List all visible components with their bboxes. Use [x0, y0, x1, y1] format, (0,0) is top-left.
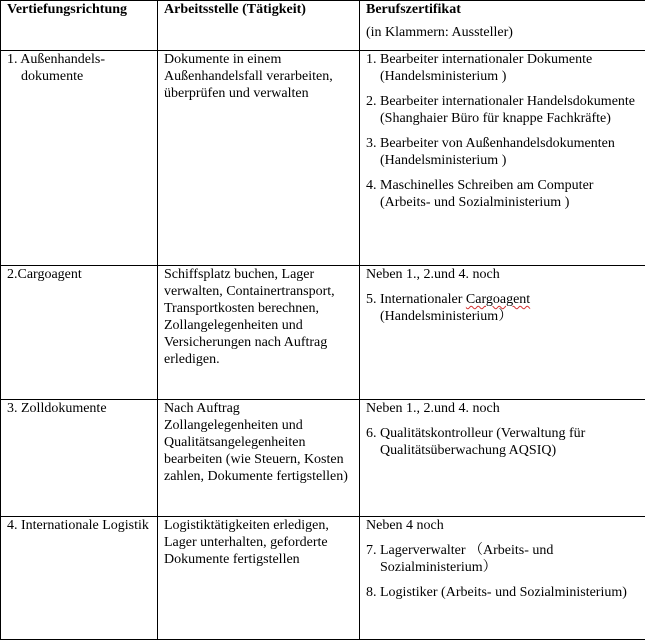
- cell-certificates: [360, 400, 645, 517]
- cell-direction: [1, 51, 158, 266]
- direction-text: 4. Internationale Logistik: [7, 518, 149, 533]
- direction-text: 3. Zolldokumente: [7, 401, 107, 416]
- cell-direction: [1, 517, 158, 640]
- cell-direction: [1, 400, 158, 517]
- direction-text: 2.Cargoagent: [7, 267, 82, 282]
- header-arbeitsstelle: Arbeitsstelle (Tätigkeit): [158, 1, 360, 51]
- certificate-item: 8. Logistiker (Arbeits- und Sozialministerium): [366, 585, 627, 600]
- certificate-item: 6. Qualitätskontrolleur (Verwaltung für Qualitätsüberwachung AQSIQ): [366, 426, 586, 458]
- cell-certificates: [360, 51, 645, 266]
- table-row: [1, 51, 645, 266]
- certificate-item: 2. Bearbeiter internationaler Handelsdokumente (Shanghaier Büro für knappe Fachkräfte): [366, 94, 636, 126]
- table-row: [1, 400, 645, 517]
- header-vertiefungsrichtung: Vertiefungsrichtung: [1, 1, 158, 51]
- header-berufszertifikat: [360, 1, 645, 51]
- cell-job: [158, 51, 360, 266]
- certificate-item: 7. Lagerverwalter （Arbeits- und Sozialministerium）: [366, 543, 554, 575]
- cell-direction: [1, 266, 158, 400]
- header-berufszertifikat-subtitle: (in Klammern: Aussteller): [366, 25, 513, 40]
- certificate-item: 1. Bearbeiter internationaler Dokumente (Handelsministerium ): [366, 52, 593, 84]
- job-text: Logistiktätigkeiten erledigen, Lager unterhalten, geforderte Dokumente fertigstellen: [164, 518, 329, 567]
- cell-certificates: [360, 517, 645, 640]
- certificate-prefix: 5. Internationaler: [366, 292, 466, 307]
- table-row: [1, 266, 645, 400]
- spellcheck-flagged-word: Cargoagent: [465, 292, 531, 307]
- job-text: Schiffsplatz buchen, Lager verwalten, Containertransport, Transportkosten berechnen, Zollangelegenheiten und Versicherungen nach Auftrag erledigen.: [164, 267, 335, 367]
- direction-text: 1. Außenhandels- dokumente: [7, 52, 105, 84]
- certificate-note: Neben 1., 2.und 4. noch: [366, 267, 500, 282]
- certificate-note: Neben 1., 2.und 4. noch: [366, 401, 500, 416]
- table-row: [1, 517, 645, 640]
- table-header-row: [1, 1, 645, 51]
- cell-job: [158, 266, 360, 400]
- header-berufszertifikat-title: Berufszertifikat: [366, 2, 461, 17]
- certificate-item: [366, 291, 639, 325]
- cell-job: [158, 400, 360, 517]
- job-text: Dokumente in einem Außenhandelsfall verarbeiten, überprüfen und verwalten: [164, 52, 333, 101]
- cell-certificates: [360, 266, 645, 400]
- job-text: Nach Auftrag Zollangelegenheiten und Qualitätsangelegenheiten bearbeiten (wie Steuern, Kosten zahlen, Dokumente fertigstellen): [164, 401, 348, 484]
- certificate-suffix: (Handelsministerium）: [380, 309, 513, 324]
- cell-job: [158, 517, 360, 640]
- certificate-item: 3. Bearbeiter von Außenhandelsdokumenten (Handelsministerium ): [366, 136, 615, 168]
- certificate-item: 4. Maschinelles Schreiben am Computer (Arbeits- und Sozialministerium ): [366, 178, 594, 210]
- certificate-note: Neben 4 noch: [366, 518, 444, 533]
